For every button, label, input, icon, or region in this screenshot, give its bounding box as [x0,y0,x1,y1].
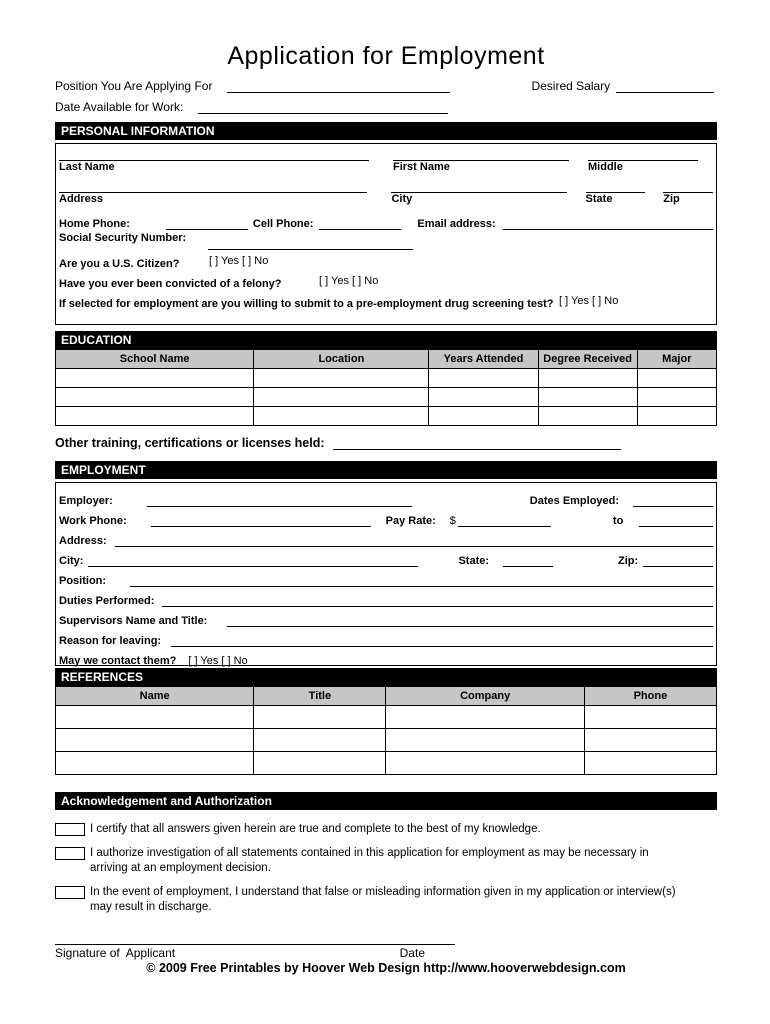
state-label: State [585,193,613,205]
education-cell[interactable] [254,369,429,388]
reason-leaving-label: Reason for leaving: [59,635,162,647]
phones-row [59,210,713,230]
authorize-checkbox[interactable] [55,847,85,860]
page-title: Application for Employment [227,42,545,70]
position-line[interactable] [130,574,713,587]
discharge-statement: In the event of employment, I understand that false or misleading information given in my application or interview(s) may result in discharge. [90,886,676,913]
last-name-label: Last Name [59,161,115,173]
references-section [55,668,717,775]
work-phone-label: Work Phone: [59,515,127,527]
education-cell[interactable] [429,407,538,426]
employer-address-row [59,527,713,547]
felony-question-label: Have you ever been convicted of a felony? [59,278,282,290]
last-name-line[interactable] [59,148,369,161]
education-cell[interactable] [429,369,538,388]
position-applying-label: Position You Are Applying For [55,79,213,93]
citizen-yes-no-checkboxes[interactable]: [ ] Yes [ ] No [209,255,269,267]
supervisor-row [59,607,713,627]
address-label: Address [59,193,104,205]
references-cell[interactable] [56,706,254,729]
personal-information-section [55,122,717,325]
references-col-company: Company [386,687,584,706]
work-phone-row [59,507,713,527]
education-col-location: Location [254,350,429,369]
duties-row [59,587,713,607]
date-available-line[interactable] [198,101,448,114]
middle-name-field [588,148,698,173]
desired-salary-line[interactable] [616,80,714,93]
date-label: Date [399,946,425,960]
pay-rate-to-label: to [612,515,624,527]
employer-address-line[interactable] [115,534,713,547]
references-row-1 [56,706,717,729]
education-cell[interactable] [637,388,716,407]
signature-line[interactable] [55,938,455,945]
personal-information-header: PERSONAL INFORMATION [55,122,717,140]
zip-field [663,180,713,205]
employer-zip-line[interactable] [643,554,713,567]
email-address-label: Email address: [417,218,496,230]
references-header-row [56,687,717,706]
education-header: EDUCATION [55,331,717,349]
city-field [391,180,566,205]
footer-section [55,938,717,975]
work-phone-line[interactable] [151,514,371,527]
middle-name-label: Middle [588,161,623,173]
education-cell[interactable] [56,407,254,426]
employer-zip-label: Zip: [618,555,639,567]
education-row-1 [56,369,717,388]
certify-statement: I certify that all answers given herein are true and complete to the best of my knowledge. [90,823,541,835]
education-row-2 [56,388,717,407]
employment-section [55,461,717,666]
education-table [55,349,717,426]
position-applying-line[interactable] [227,80,450,93]
employer-row [59,487,713,507]
references-cell[interactable] [386,706,584,729]
employer-label: Employer: [59,495,113,507]
home-phone-label: Home Phone: [59,218,130,230]
references-col-title: Title [254,687,386,706]
drug-test-question-row [59,290,713,310]
references-cell[interactable] [254,706,386,729]
cell-phone-label: Cell Phone: [252,218,314,230]
acknowledgement-header: Acknowledgement and Authorization [55,792,717,810]
references-cell[interactable] [56,729,254,752]
zip-line[interactable] [663,180,713,193]
other-training-label: Other training, certifications or licenses held: [55,436,325,450]
address-field [59,180,367,205]
other-training-line[interactable] [333,437,621,450]
dates-employed-label: Dates Employed: [529,495,620,507]
employer-city-line[interactable] [88,554,418,567]
education-col-major: Major [637,350,716,369]
education-section [55,331,717,450]
drug-test-question-label: If selected for employment are you willing to submit to a pre-employment drug screening test? [59,298,554,310]
references-cell[interactable] [56,752,254,775]
authorize-statement: I authorize investigation of all statements contained in this application for employment as may be necessary in arriving at an employment decision. [90,847,649,874]
may-we-contact-label: May we contact them? [59,655,177,667]
education-cell[interactable] [538,369,637,388]
education-cell[interactable] [637,369,716,388]
may-we-contact-row [59,647,713,667]
reason-leaving-line[interactable] [171,634,713,647]
acknowledgement-section [55,792,717,924]
acknowledgement-item-3 [55,885,717,915]
first-name-line[interactable] [393,148,569,161]
duties-performed-line[interactable] [162,594,713,607]
discharge-checkbox[interactable] [55,886,85,899]
education-row-3 [56,407,717,426]
acknowledgement-item-1 [55,822,717,837]
signature-label: Signature of Applicant [55,946,176,960]
ssn-label: Social Security Number: [59,232,187,244]
references-cell[interactable] [254,729,386,752]
zip-label: Zip [663,193,680,205]
reason-leaving-row [59,627,713,647]
references-col-name: Name [56,687,254,706]
certify-checkbox[interactable] [55,823,85,836]
acknowledgement-items [55,822,717,915]
top-row-date-available [55,100,717,114]
last-name-field [59,148,369,173]
references-cell[interactable] [254,752,386,775]
acknowledgement-item-2 [55,846,717,876]
home-phone-line[interactable] [166,217,248,230]
education-cell[interactable] [637,407,716,426]
position-row [59,567,713,587]
references-row-2 [56,729,717,752]
education-col-years-attended: Years Attended [429,350,538,369]
employer-state-line[interactable] [503,554,553,567]
signature-row [55,946,455,960]
employer-line[interactable] [147,494,412,507]
contact-yes-no-checkboxes[interactable]: [ ] Yes [ ] No [188,655,248,667]
city-label: City [391,193,413,205]
address-line[interactable] [59,180,367,193]
copyright-text: © 2009 Free Printables by Hoover Web Design http://www.hooverwebdesign.com [146,961,626,975]
top-row-position [55,79,717,93]
employer-city-row [59,547,713,567]
employer-address-label: Address: [59,535,107,547]
state-field [586,180,646,205]
first-name-field [393,148,569,173]
education-header-row [56,350,717,369]
references-cell[interactable] [584,729,716,752]
pay-rate-to-line[interactable] [639,514,713,527]
references-table [55,686,717,775]
state-line[interactable] [586,180,646,193]
pay-rate-line[interactable] [458,514,551,527]
supervisor-name-title-label: Supervisors Name and Title: [59,615,208,627]
education-cell[interactable] [56,388,254,407]
middle-name-line[interactable] [588,148,698,161]
employment-box [55,482,717,666]
name-row [59,148,713,173]
felony-yes-no-checkboxes[interactable]: [ ] Yes [ ] No [319,275,379,287]
education-cell[interactable] [254,407,429,426]
education-cell[interactable] [538,407,637,426]
education-col-school-name: School Name [56,350,254,369]
education-cell[interactable] [254,388,429,407]
other-training-row [55,436,717,450]
employer-city-label: City: [59,555,84,567]
address-row [59,180,713,205]
ssn-row [59,230,713,244]
references-cell[interactable] [386,752,584,775]
email-address-line[interactable] [503,217,713,230]
felony-question-row [59,270,713,290]
education-cell[interactable] [429,388,538,407]
references-col-phone: Phone [584,687,716,706]
date-available-label: Date Available for Work: [55,100,184,114]
citizen-question-row [59,250,713,270]
employer-state-label: State: [458,555,490,567]
references-header: REFERENCES [55,668,717,686]
education-cell[interactable] [56,369,254,388]
references-cell[interactable] [584,706,716,729]
education-cell[interactable] [538,388,637,407]
duties-performed-label: Duties Performed: [59,595,155,607]
form-content [55,0,717,1024]
supervisor-name-title-line[interactable] [227,614,713,627]
desired-salary-label: Desired Salary [531,79,611,93]
city-line[interactable] [391,180,566,193]
citizen-question-label: Are you a U.S. Citizen? [59,258,180,270]
employment-header: EMPLOYMENT [55,461,717,479]
position-label: Position: [59,575,107,587]
references-cell[interactable] [386,729,584,752]
dates-employed-line[interactable] [633,494,713,507]
dollar-sign-label: $ [449,515,456,527]
references-row-3 [56,752,717,775]
education-col-degree-received: Degree Received [538,350,637,369]
references-cell[interactable] [584,752,716,775]
personal-information-box [55,143,717,325]
drug-test-yes-no-checkboxes[interactable]: [ ] Yes [ ] No [559,295,619,307]
cell-phone-line[interactable] [319,217,401,230]
pay-rate-label: Pay Rate: [385,515,436,527]
first-name-label: First Name [393,161,450,173]
